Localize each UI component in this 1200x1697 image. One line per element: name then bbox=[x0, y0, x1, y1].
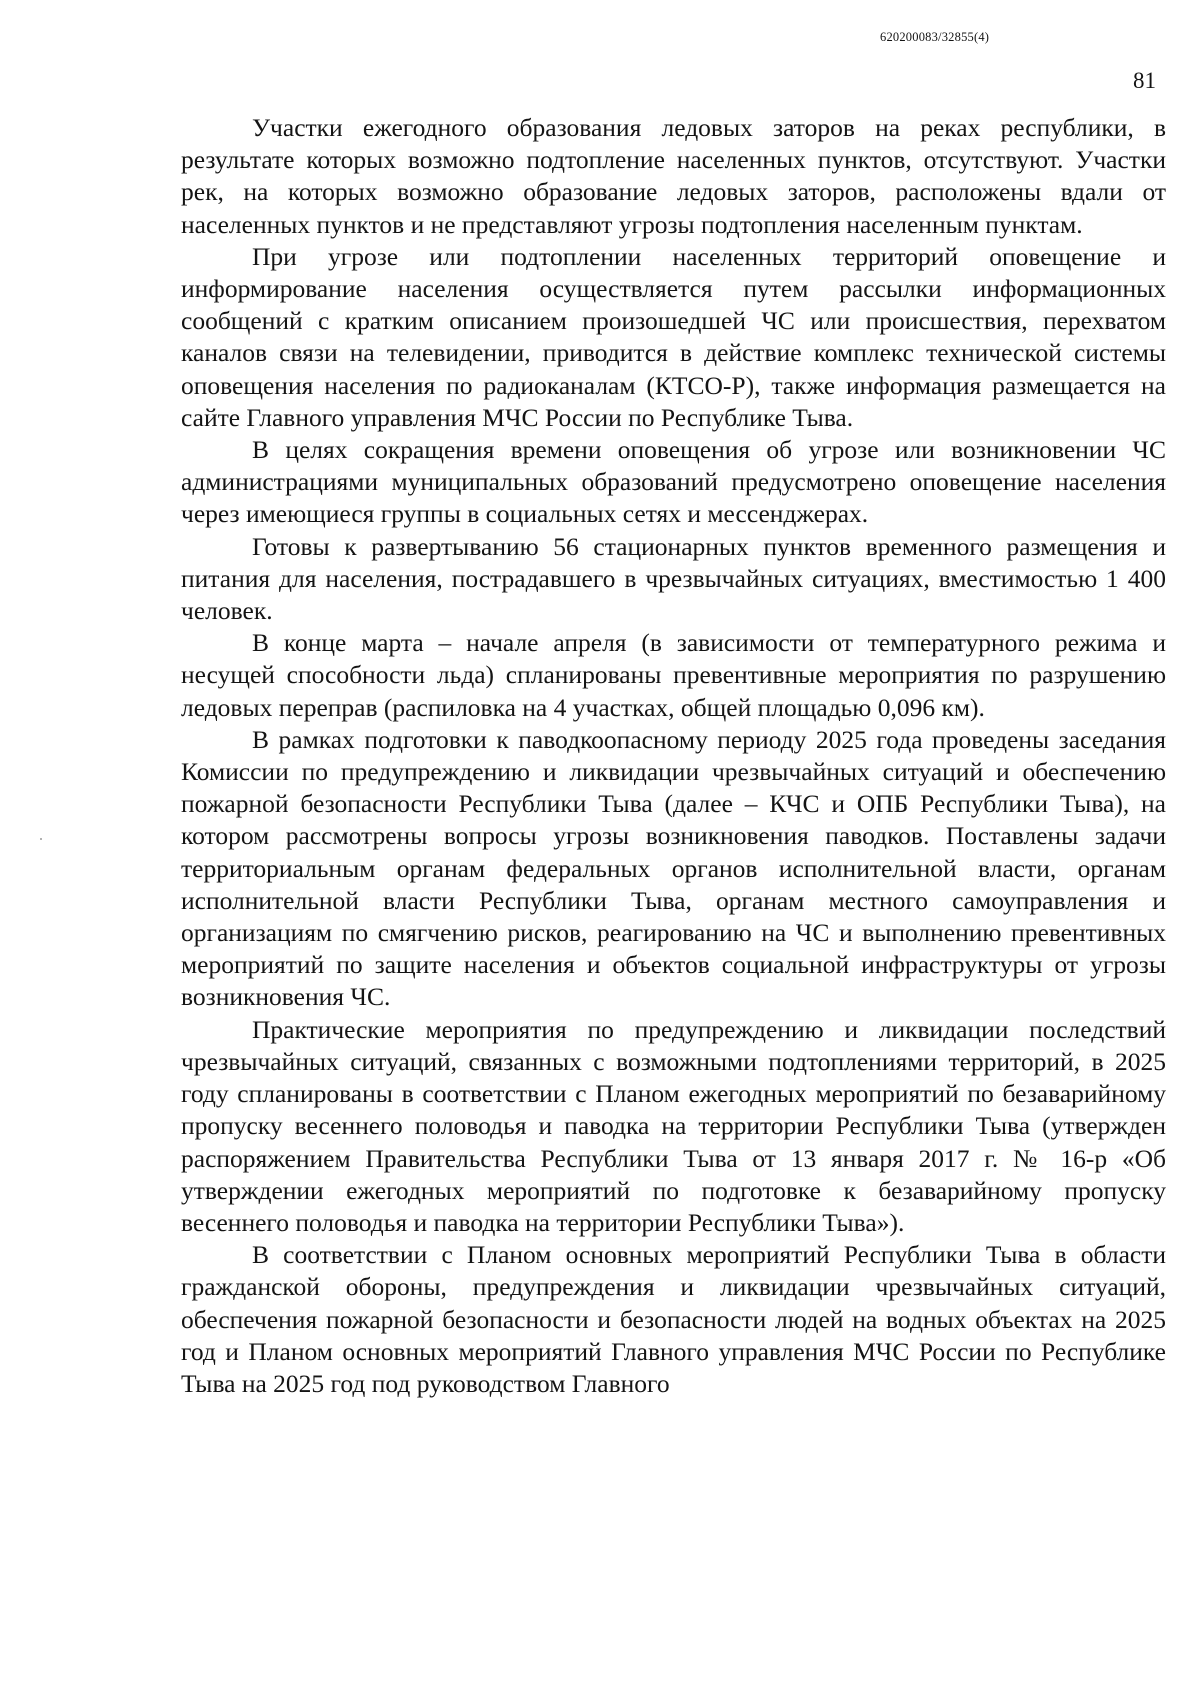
document-id: 620200083/32855(4) bbox=[880, 30, 990, 44]
paragraph-practical-measures: Практические мероприятия по предупреждению и ликвидации последствий чрезвычайных ситуаций, связанных с возможными подтоплениями территорий, в 2025 году спланированы в соответствии с Планом ежегодных мероприятий по безаварийному пропуску весеннего половодья и паводка на территории Республики Тыва (утвержден распоряжением Правительства Республики Тыва от 13 января 2017 г. № 16-р «Об утверждении ежегодных мероприятий по подготовке к безаварийному пропуску весеннего половодья и паводка на территории Республики Тыва»). bbox=[181, 1014, 1166, 1237]
scan-speck bbox=[40, 838, 42, 840]
paragraph-commission-meetings: В рамках подготовки к паводкоопасному периоду 2025 года проведены заседания Комиссии по предупреждению и ликвидации чрезвычайных ситуаций и обеспечению пожарной безопасности Республики Тыва (далее – КЧС и ОПБ Республики Тыва), на котором рассмотрены вопросы угрозы возникновения паводков. Поставлены задачи территориальным органам федеральных органов исполнительной власти, органам исполнительной власти Республики Тыва, органам местного самоуправления и организациям по смягчению рисков, реагированию на ЧС и выполнению превентивных мероприятий по защите населения и объектов социальной инфраструктуры от угрозы возникновения ЧС. bbox=[181, 724, 1166, 1012]
paragraph-notification: При угрозе или подтоплении населенных территорий оповещение и информирование населения осуществляется путем рассылки информационных сообщений с кратким описанием произошедшей ЧС или происшествия, перехватом каналов связи на телевидении, приводится в действие комплекс технической системы оповещения населения по радиоканалам (КТСО-Р), также информация размещается на сайте Главного управления МЧС России по Республике Тыва. bbox=[181, 241, 1166, 432]
page-number: 81 bbox=[1133, 68, 1156, 93]
paragraph-main-plan: В соответствии с Планом основных мероприятий Республики Тыва в области гражданской обороны, предупреждения и ликвидации чрезвычайных ситуаций, обеспечения пожарной безопасности и безопасности людей на водных объектах на 2025 год и Планом основных мероприятий Главного управления МЧС России по Республике Тыва на 2025 год под руководством Главного bbox=[181, 1240, 1166, 1398]
paragraph-ice-jams: Участки ежегодного образования ледовых заторов на реках республики, в результате которых возможно подтопление населенных пунктов, отсутствуют. Участки рек, на которых возможно образование ледовых заторов, расположены вдали от населенных пунктов и не представляют угрозы подтопления населенным пунктам. bbox=[181, 113, 1166, 239]
paragraph-social-networks: В целях сокращения времени оповещения об угрозе или возникновении ЧС администрациями муниципальных образований предусмотрено оповещение населения через имеющиеся группы в социальных сетях и мессенджерах. bbox=[181, 435, 1166, 529]
body-text bbox=[181, 112, 1166, 1400]
paragraph-ice-crossings: В конце марта – начале апреля (в зависимости от температурного режима и несущей способности льда) спланированы превентивные мероприятия по разрушению ледовых переправ (распиловка на 4 участках, общей площадью 0,096 км). bbox=[181, 628, 1166, 722]
paragraph-temporary-shelters: Готовы к развертыванию 56 стационарных пунктов временного размещения и питания для населения, пострадавшего в чрезвычайных ситуациях, вместимостью 1 400 человек. bbox=[181, 531, 1166, 626]
